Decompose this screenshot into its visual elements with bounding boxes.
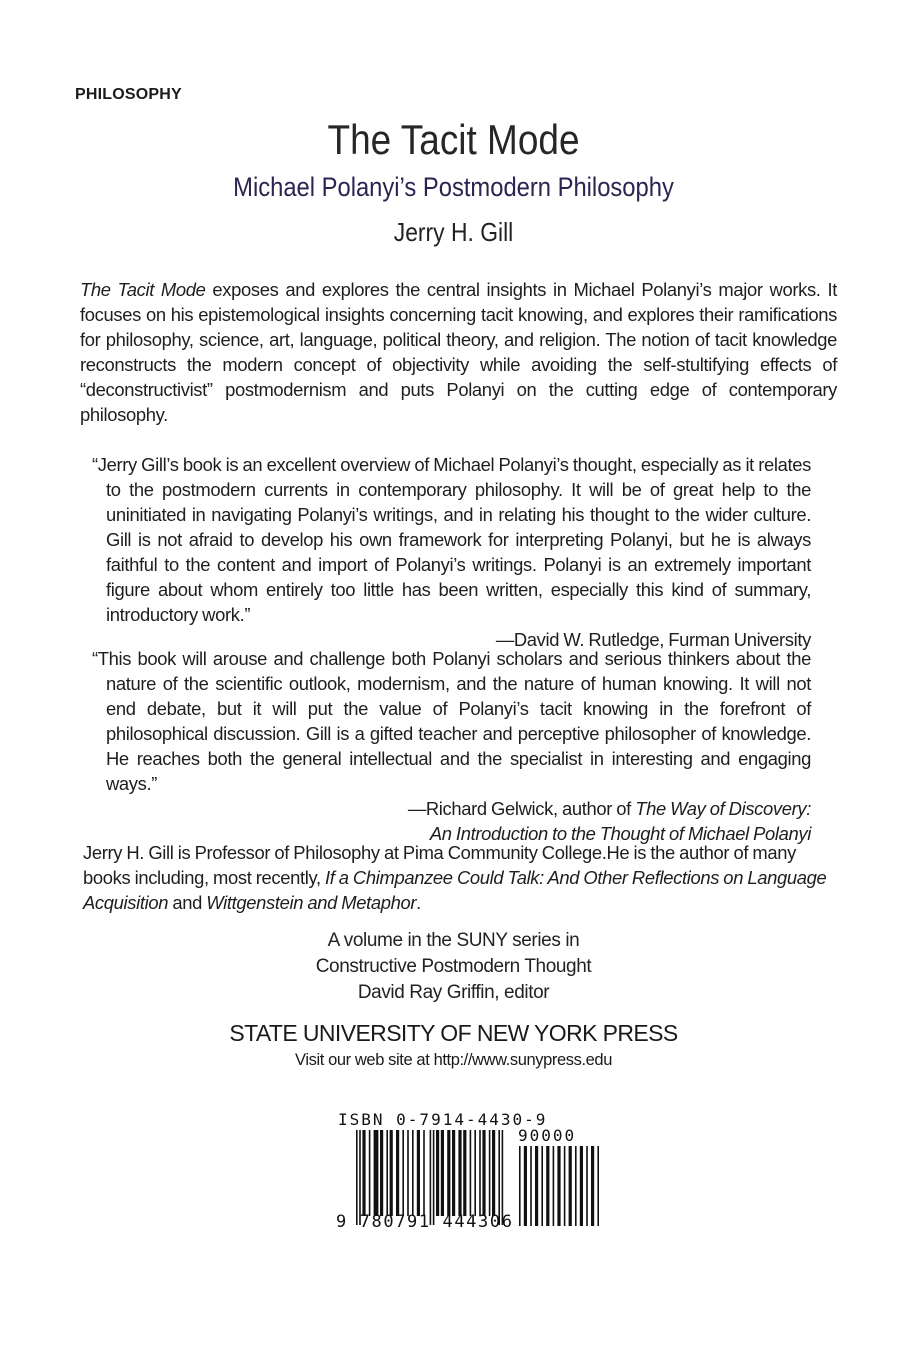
series-info [0,928,907,1006]
quote-1-attribution: —David W. Rutledge, Furman University [495,629,811,650]
description-book-title: The Tacit Mode [80,279,206,300]
quote-2-text: “This book will arouse and challenge both Polanyi scholars and serious thinkers about the nature of the scientific outlook, modernism, and the nature of human knowing. It will not end debate, but it will put the value of Polanyi’s tacit knowing in the forefront of philosophical discussion. Gill is a gifted teacher and perceptive philosopher of knowledge. He reaches both the general intellectual and the specialist in interesting and engaging ways.” [92,648,811,794]
quote-2-attribution: —Richard Gelwick, author of The Way of Discovery: [407,798,811,819]
quote-1-text: “Jerry Gill’s book is an excellent overview of Michael Polanyi’s thought, especially as it relates to the postmodern currents in contemporary philosophy. It will be of great help to the uninitiated in navigating Polanyi’s writings, and in relating his thought to the wider culture. Gill is not afraid to develop his own framework for interpreting Polanyi, but he is always faithful to the content and import of Polanyi’s writings. Polanyi is an extremely important figure about whom entirely too little has been written, especially this kind of summary, introductory work.” [92,454,811,625]
publisher-name: STATE UNIVERSITY OF NEW YORK PRESS [229,1020,678,1046]
book-description [80,277,837,427]
book-title: The Tacit Mode [327,116,580,163]
series-line-1: A volume in the SUNY series in [327,930,580,951]
isbn-text: ISBN 0-7914-4430-9 [338,1110,548,1129]
quote-2-attribution-title: An Introduction to the Thought of Michael Polanyi [429,823,811,844]
ean-digits: 9 780791 444306 [336,1212,514,1232]
review-quote-2 [92,646,811,846]
price-code: 90000 [518,1126,577,1145]
book-subtitle: Michael Polanyi’s Postmodern Philosophy [233,172,674,202]
series-editor: David Ray Griffin, editor [357,982,550,1003]
category-label: PHILOSOPHY [75,86,182,103]
author-bio: Jerry H. Gill is Professor of Philosophy at Pima Community College.He is the author of many books including, most recently, If a Chimpanzee Could Talk: And Other Reflections on Language Acquisition and Wittgenstein and Metaphor. [83,842,827,913]
author-name: Jerry H. Gill [393,217,514,247]
isbn-barcode [336,1110,616,1250]
series-line-2: Constructive Postmodern Thought [315,956,592,977]
publisher-website: Visit our web site at http://www.sunypress.edu [295,1051,612,1069]
review-quote-1 [92,452,811,652]
description-text: exposes and explores the central insights in Michael Polanyi’s major works. It focuses on his epistemological insights concerning tacit knowing, and explores their ramifications for philosophy, science, art, language, political theory, and religion. The notion of tacit knowledge reconstructs the modern concept of objectivity while avoiding the self-stultifying effects of “deconstructivist” postmodernism and puts Polanyi on the cutting edge of contemporary philosophy. [80,279,837,425]
